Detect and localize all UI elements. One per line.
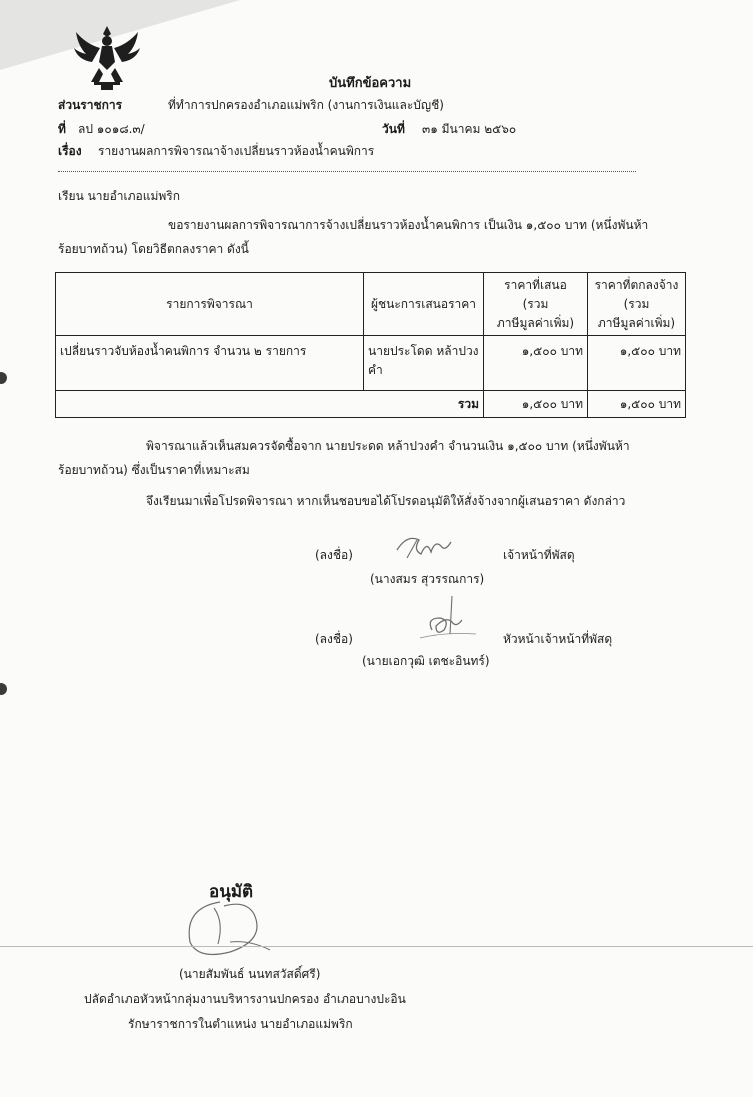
date-value: ๓๑ มีนาคม ๒๕๖๐ [422, 122, 517, 136]
memo-title: บันทึกข้อความ [329, 76, 412, 91]
table-header-row [56, 273, 686, 336]
col-header-agreed [588, 273, 686, 336]
request-line: จึงเรียนมาเพื่อโปรดพิจารณา หากเห็นชอบขอได้โปรดอนุมัติให้สั่งจ้างจากผู้เสนอราคา ดังกล่าว [146, 494, 626, 508]
col-header-agreed-line3: ภาษีมูลค่าเพิ่ม) [597, 315, 676, 330]
approver-position-line1: ปลัดอำเภอหัวหน้ากลุ่มงานบริหารงานปกครอง อำเภอบางปะอิน [84, 992, 406, 1006]
sign-label-2: (ลงชื่อ) [315, 632, 353, 646]
consider-line-1: พิจารณาแล้วเห็นสมควรจัดซื้อจาก นายประดด หล้าปวงคำ จำนวนเงิน ๑,๕๐๐ บาท (หนึ่งพันห้า [146, 439, 630, 453]
subject-label: เรื่อง [58, 144, 82, 158]
total-offered: ๑,๕๐๐ บาท [484, 391, 588, 418]
signature-1-icon [393, 528, 473, 564]
intro-line-1: ขอรายงานผลการพิจารณาการจ้างเปลี่ยนราวห้องน้ำคนพิการ เป็นเงิน ๑,๕๐๐ บาท (หนึ่งพันห้า [168, 218, 649, 232]
position-1: เจ้าหน้าที่พัสดุ [503, 548, 575, 562]
total-agreed: ๑,๕๐๐ บาท [588, 391, 686, 418]
col-header-item: รายการพิจารณา [56, 273, 364, 336]
position-2: หัวหน้าเจ้าหน้าที่พัสดุ [503, 632, 613, 646]
col-header-offered-line1: ราคาที่เสนอ [504, 277, 567, 292]
ref-label: ที่ [58, 122, 66, 136]
col-header-offered-line2: (รวม [522, 296, 549, 311]
col-header-agreed-line1: ราคาที่ตกลงจ้าง [594, 277, 679, 292]
table-row [56, 336, 686, 391]
row-offered: ๑,๕๐๐ บาท [484, 336, 588, 391]
col-header-offered-line3: ภาษีมูลค่าเพิ่ม) [496, 315, 575, 330]
col-header-agreed-line2: (รวม [623, 296, 650, 311]
table-total-row [56, 391, 686, 418]
salutation: เรียน นายอำเภอแม่พริก [58, 189, 180, 203]
approval-signature-icon [180, 894, 290, 964]
dept-label: ส่วนราชการ [58, 98, 123, 112]
garuda-emblem-icon [72, 22, 142, 92]
sign-label-1: (ลงชื่อ) [315, 548, 353, 562]
row-item: เปลี่ยนราวจับห้องน้ำคนพิการ จำนวน ๒ รายการ [56, 336, 364, 391]
approver-name: (นายสัมพันธ์ นนทสวัสดิ์ศรี) [179, 967, 321, 981]
header-divider [58, 171, 636, 172]
row-agreed: ๑,๕๐๐ บาท [588, 336, 686, 391]
approver-position-line2: รักษาราชการในตำแหน่ง นายอำเภอแม่พริก [128, 1017, 353, 1031]
col-header-winner: ผู้ชนะการเสนอราคา [364, 273, 484, 336]
intro-line-2: ร้อยบาทถ้วน) โดยวิธีตกลงราคา ดังนี้ [58, 242, 249, 256]
subject-value: รายงานผลการพิจารณาจ้างเปลี่ยนราวห้องน้ำคนพิการ [98, 144, 375, 158]
footer-divider [0, 946, 753, 947]
signature-2-icon [418, 590, 478, 646]
row-winner: นายประโดด หล้าปวงคำ [364, 336, 484, 391]
date-label: วันที่ [382, 122, 405, 136]
name-2: (นายเอกวุฒิ เตชะอินทร์) [362, 654, 490, 668]
total-label: รวม [56, 391, 484, 418]
col-header-offered [484, 273, 588, 336]
dept-value: ที่ทำการปกครองอำเภอแม่พริก (งานการเงินและบัญชี) [168, 98, 444, 112]
approval-heading: อนุมัติ [209, 882, 254, 902]
ref-value: ลป ๑๐๑๘.๓/ [78, 122, 145, 136]
name-1: (นางสมร สุวรรณการ) [370, 572, 485, 586]
price-comparison-table [55, 272, 686, 418]
consider-line-2: ร้อยบาทถ้วน) ซึ่งเป็นราคาที่เหมาะสม [58, 463, 250, 477]
